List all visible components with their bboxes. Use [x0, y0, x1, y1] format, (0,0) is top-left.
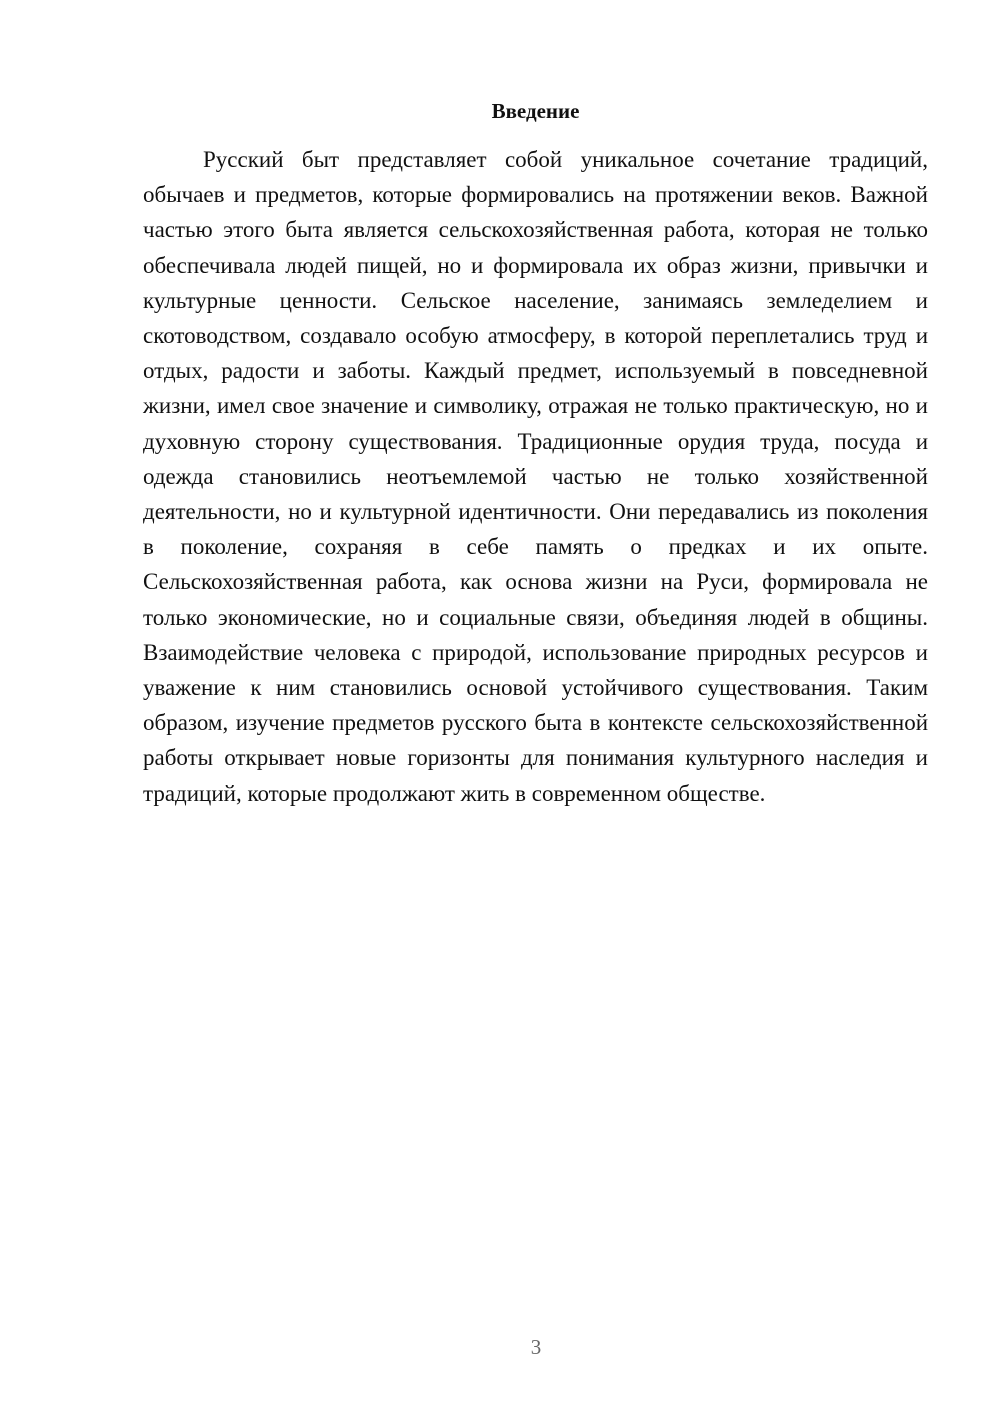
page-number: 3	[530, 1335, 542, 1359]
section-heading: Введение	[491, 99, 580, 123]
intro-paragraph: Русский быт представляет собой уникальное сочетание традиций, обычаев и предметов, которые формировались на протяжении веков. Важной частью этого быта является сельскохозяйственная работа, которая не только обеспечивала людей пищей, но и формировала их образ жизни, привычки и культурные ценности. Сельское население, занимаясь земледелием и скотоводством, создавало особую атмосферу, в которой переплетались труд и отдых, радости и заботы. Каждый предмет, используемый в повседневной жизни, имел свое значение и символику, отражая не только практическую, но и духовную сторону существования. Традиционные орудия труда, посуда и одежда становились неотъемлемой частью не только хозяйственной деятельности, но и культурной идентичности. Они передавались из поколения в поколение, сохраняя в себе память о предках и их опыте. Сельскохозяйственная работа, как основа жизни на Руси, формировала не только экономические, но и социальные связи, объединяя людей в общины. Взаимодействие человека с природой, использование природных ресурсов и уважение к ним становились основой устойчивого существования. Таким образом, изучение предметов русского быта в контексте сельскохозяйственной работы открывает новые горизонты для понимания культурного наследия и традиций, которые продолжают жить в современном обществе.	[143, 147, 928, 806]
